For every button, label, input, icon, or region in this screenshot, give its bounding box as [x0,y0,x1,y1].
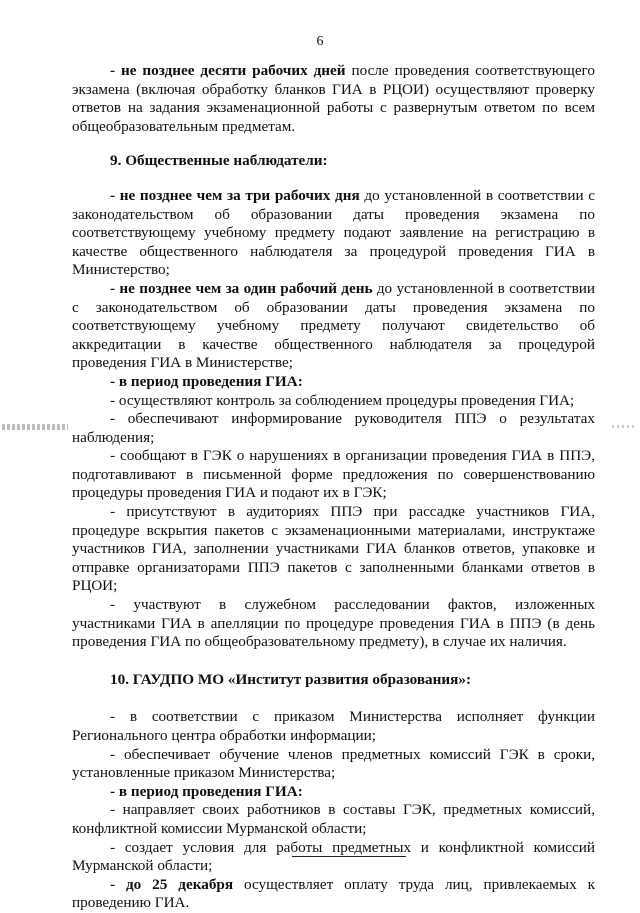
paragraph: - создает условия для работы предметных и конфликтной комиссий Мурманской области; [72,838,595,875]
paragraph: - в период проведения ГИА: [110,372,303,390]
paragraph: - обеспечивают информирование руководителя ППЭ о результатах наблюдения; [72,410,595,446]
section-heading: 9. Общественные наблюдатели: [110,152,328,170]
paragraph: - не позднее чем за три рабочих дня до установленной в соответствии с законодательством об образовании даты проведения экзамена по соответствующему учебному предмету подают заявление на регистрацию в качестве общественного наблюдателя за процедурой проведения ГИА в Министерство; [72,186,596,279]
paragraph: - обеспечивает обучение членов предметных комиссий ГЭК в сроки, установленные приказом Министерства; [72,745,595,782]
paragraph: - участвуют в служебном расследовании фактов, изложенных участниками ГИА в апелляции по процедуре проведения ГИА в ППЭ (в день проведения ГИА по общеобразовательному предмету), в случае их наличия. [72,596,595,651]
scan-artifact [2,424,68,430]
document-body [72,62,595,913]
paragraph: - не позднее десяти рабочих дней после проведения соответствующего экзамена (включая обработку бланков ГИА в РЦОИ) осуществляют проверку ответов на задания экзаменационной работы с развернутым ответом по всем общеобразовательным предметам. [72,62,596,135]
paragraph: - в период проведения ГИА: [110,782,303,800]
section-heading: 10. ГАУДПО МО «Институт развития образования»: [110,670,472,688]
paragraph: - сообщают в ГЭК о нарушениях в организации проведения ГИА в ППЭ, подготавливают в письменной форме предложения по совершенствованию процедуры проведения ГИА и подают их в ГЭК; [72,447,595,502]
scan-artifact [612,425,634,428]
paragraph: - направляет своих работников в составы ГЭК, предметных комиссий, конфликтной комиссии Мурманской области; [72,801,595,837]
page-number: 6 [316,34,324,49]
end-divider [292,856,406,857]
paragraph: - в соответствии с приказом Министерства исполняет функции Регионального центра обработки информации; [72,708,595,744]
paragraph: - присутствуют в аудиториях ППЭ при рассадке участников ГИА, процедуре вскрытия пакетов с экзаменационными материалами, инструктаже участников ГИА, заполнении участниками ГИА бланков ответов, упаковке и отправке организаторами ППЭ пакетов с заполненными бланками ответов в РЦОИ; [72,503,595,595]
paragraph: - не позднее чем за один рабочий день до установленной в соответствии с законодательством об образовании даты проведения экзамена по соответствующему учебному предмету получают свидетельство об аккредитации в качестве общественного наблюдателя за процедурой проведения ГИА в Министерстве; [72,279,595,372]
paragraph: - осуществляют контроль за соблюдением процедуры проведения ГИА; [110,391,575,409]
paragraph: - до 25 декабря осуществляет оплату труда лиц, привлекаемых к проведению ГИА. [72,875,595,912]
